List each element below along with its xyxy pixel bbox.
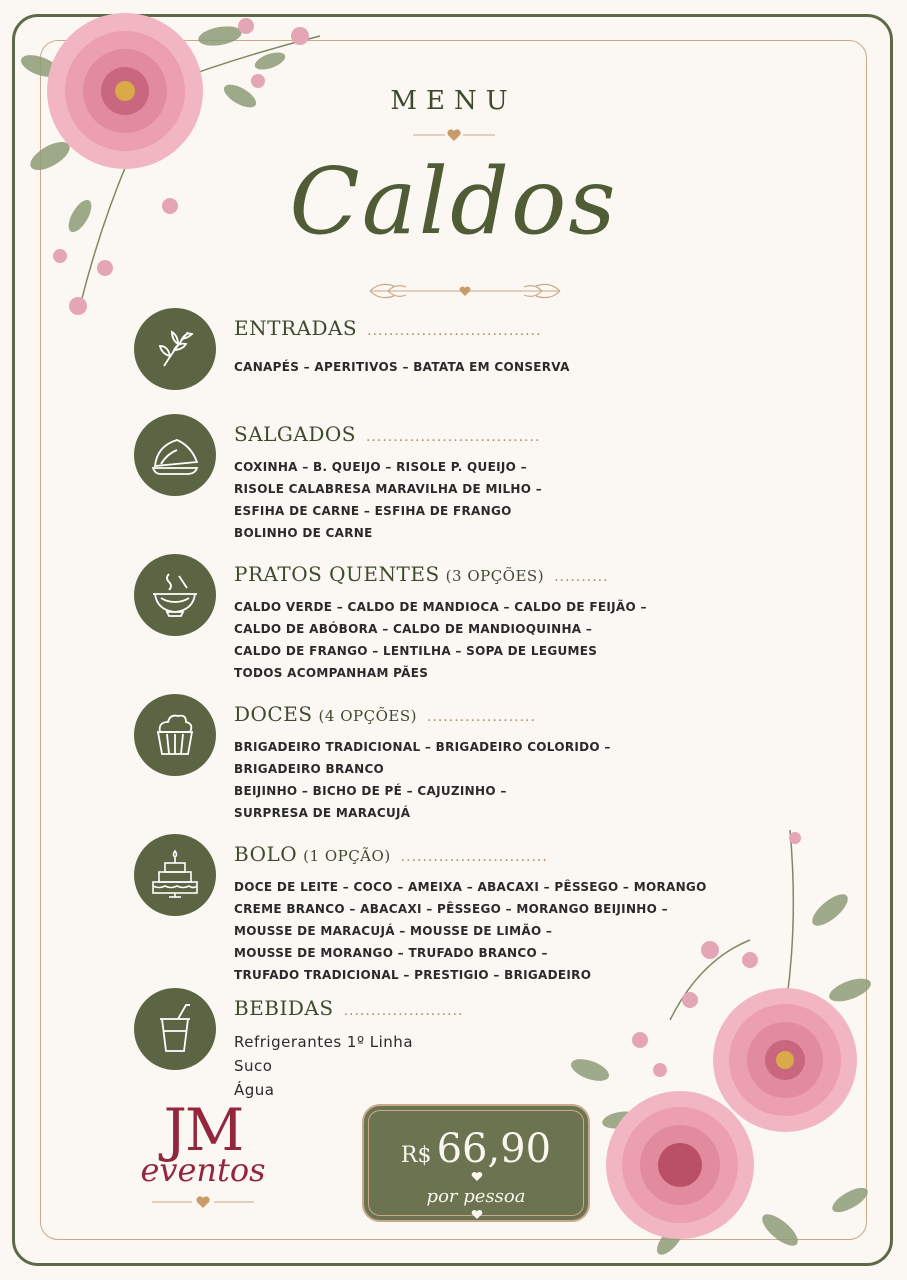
heart-divider-icon — [148, 1194, 258, 1210]
menu-item-line: COXINHA – B. QUEIJO – RISOLE P. QUEIJO – — [234, 460, 527, 474]
section-items — [234, 596, 647, 684]
price-unit: por pessoa — [426, 1186, 526, 1207]
section-badge — [134, 694, 216, 776]
section-badge — [134, 308, 216, 390]
section-salgados — [134, 414, 774, 544]
section-badge — [134, 554, 216, 636]
menu-item-line: BRIGADEIRO TRADICIONAL – BRIGADEIRO COLORIDO – — [234, 740, 611, 754]
section-title-text: PRATOS QUENTES — [234, 562, 440, 586]
cupcake-icon — [150, 710, 200, 760]
section-title-text: SALGADOS — [234, 422, 356, 446]
section-badge — [134, 834, 216, 916]
drink-cup-icon — [152, 1003, 198, 1055]
dot-leader: .......... — [554, 569, 609, 585]
section-items — [234, 876, 707, 986]
menu-item-line: CREME BRANCO – ABACAXI – PÊSSEGO – MORANGO BEIJINHO – — [234, 902, 668, 916]
heart-divider-icon — [413, 126, 495, 144]
dot-leader: ........................... — [400, 849, 548, 865]
section-title — [234, 842, 548, 866]
menu-item-line: RISOLE CALABRESA MARAVILHA DE MILHO – — [234, 482, 543, 496]
soup-bowl-icon — [147, 570, 203, 620]
heart-icon — [471, 1172, 483, 1182]
laurel-divider-icon — [360, 278, 570, 304]
section-title-text: ENTRADAS — [234, 316, 358, 340]
menu-item-line: MOUSSE DE MARACUJÁ – MOUSSE DE LIMÃO – — [234, 924, 553, 938]
section-title-text: DOCES — [234, 702, 313, 726]
menu-item-line: BRIGADEIRO BRANCO — [234, 762, 385, 776]
section-pratos-quentes — [134, 554, 774, 684]
menu-kicker: MENU — [390, 86, 517, 116]
menu-item-line: CALDO VERDE – CALDO DE MANDIOCA – CALDO DE FEIJÃO – — [234, 600, 647, 614]
menu-item-line: CALDO DE FRANGO – LENTILHA – SOPA DE LEGUMES — [234, 644, 598, 658]
section-subtitle: (4 OPÇÕES) — [318, 707, 417, 725]
section-title-text: BEBIDAS — [234, 996, 334, 1020]
menu-item-line: CALDO DE ABÓBORA – CALDO DE MANDIOQUINHA – — [234, 622, 593, 636]
section-title — [234, 422, 540, 446]
menu-item-line: MOUSSE DE MORANGO – TRUFADO BRANCO – — [234, 946, 548, 960]
jm-eventos-logo — [128, 1096, 278, 1214]
section-badge — [134, 988, 216, 1070]
section-title-text: BOLO — [234, 842, 298, 866]
menu-title: Caldos — [289, 148, 618, 255]
price-amount — [364, 1126, 588, 1172]
menu-item-line: Água — [234, 1081, 275, 1099]
price-currency: R$ — [400, 1143, 432, 1168]
section-items — [234, 736, 611, 824]
menu-item-line: BOLINHO DE CARNE — [234, 526, 373, 540]
section-subtitle: (1 OPÇÃO) — [303, 847, 391, 865]
heart-icon — [471, 1210, 483, 1220]
section-title — [234, 562, 609, 586]
logo-mark: JM — [163, 1096, 243, 1164]
section-title — [234, 702, 536, 726]
section-title — [234, 996, 463, 1020]
menu-item-line: CANAPÉS – APERITIVOS – BATATA EM CONSERVA — [234, 360, 570, 374]
savory-pastry-icon — [147, 432, 203, 478]
dot-leader: ...................... — [343, 1003, 464, 1019]
layer-cake-icon — [147, 847, 203, 903]
menu-item-line: DOCE DE LEITE – COCO – AMEIXA – ABACAXI – PÊSSEGO – MORANGO — [234, 880, 707, 894]
section-items — [234, 456, 542, 544]
section-entradas — [134, 308, 774, 398]
menu-item-line: Refrigerantes 1º Linha — [234, 1033, 414, 1051]
menu-item-line: TODOS ACOMPANHAM PÃES — [234, 666, 429, 680]
dot-leader: ................................ — [365, 429, 541, 445]
price-tag — [362, 1104, 590, 1222]
menu-item-line: SURPRESA DE MARACUJÁ — [234, 806, 411, 820]
section-title — [234, 316, 542, 340]
section-bolo — [134, 834, 774, 984]
menu-item-line: Suco — [234, 1057, 273, 1075]
section-items — [234, 1030, 413, 1102]
section-items — [234, 350, 570, 378]
logo-word: eventos — [140, 1151, 266, 1189]
section-bebidas — [134, 988, 774, 1098]
price-value: 66,90 — [436, 1126, 552, 1172]
menu-item-line: ESFIHA DE CARNE – ESFIHA DE FRANGO — [234, 504, 512, 518]
section-doces — [134, 694, 774, 824]
menu-item-line: BEIJINHO – BICHO DE PÉ – CAJUZINHO – — [234, 784, 507, 798]
section-subtitle: (3 OPÇÕES) — [445, 567, 545, 585]
section-badge — [134, 414, 216, 496]
leaf-branch-icon — [152, 326, 198, 372]
menu-item-line: TRUFADO TRADICIONAL – PRESTIGIO – BRIGADEIRO — [234, 968, 592, 982]
dot-leader: .................... — [426, 709, 536, 725]
dot-leader: ................................ — [367, 323, 542, 339]
